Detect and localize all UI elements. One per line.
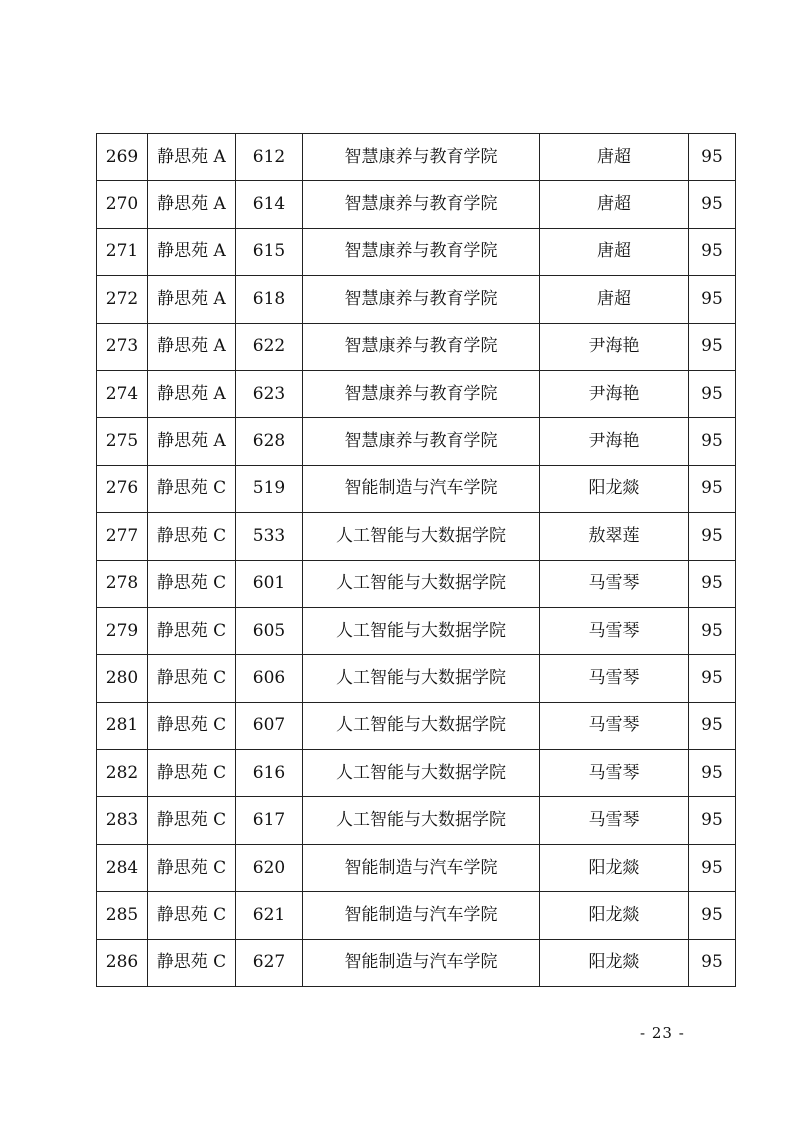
responsible-person-cell: 唐超 bbox=[540, 276, 689, 323]
college-cell: 智慧康养与教育学院 bbox=[303, 228, 540, 275]
building-cell: 静思苑 C bbox=[148, 797, 236, 844]
table-row bbox=[97, 607, 736, 654]
dormitory-score-table bbox=[96, 133, 736, 987]
room-number-cell: 605 bbox=[236, 607, 303, 654]
room-number-cell: 628 bbox=[236, 418, 303, 465]
room-number-cell: 607 bbox=[236, 702, 303, 749]
responsible-person-cell: 阳龙燚 bbox=[540, 892, 689, 939]
row-number-cell: 279 bbox=[97, 607, 148, 654]
room-number-cell: 617 bbox=[236, 797, 303, 844]
building-cell: 静思苑 C bbox=[148, 465, 236, 512]
responsible-person-cell: 马雪琴 bbox=[540, 702, 689, 749]
building-cell: 静思苑 C bbox=[148, 892, 236, 939]
score-cell: 95 bbox=[689, 134, 736, 181]
room-number-cell: 622 bbox=[236, 323, 303, 370]
responsible-person-cell: 阳龙燚 bbox=[540, 939, 689, 986]
building-cell: 静思苑 C bbox=[148, 939, 236, 986]
row-number-cell: 281 bbox=[97, 702, 148, 749]
college-cell: 智慧康养与教育学院 bbox=[303, 134, 540, 181]
row-number-cell: 272 bbox=[97, 276, 148, 323]
row-number-cell: 284 bbox=[97, 844, 148, 891]
table-row bbox=[97, 323, 736, 370]
table-row bbox=[97, 844, 736, 891]
row-number-cell: 283 bbox=[97, 797, 148, 844]
responsible-person-cell: 马雪琴 bbox=[540, 607, 689, 654]
table-row bbox=[97, 797, 736, 844]
room-number-cell: 618 bbox=[236, 276, 303, 323]
college-cell: 人工智能与大数据学院 bbox=[303, 702, 540, 749]
building-cell: 静思苑 A bbox=[148, 276, 236, 323]
college-cell: 智慧康养与教育学院 bbox=[303, 323, 540, 370]
responsible-person-cell: 敖翠莲 bbox=[540, 513, 689, 560]
responsible-person-cell: 阳龙燚 bbox=[540, 465, 689, 512]
table-row bbox=[97, 134, 736, 181]
building-cell: 静思苑 C bbox=[148, 655, 236, 702]
college-cell: 智慧康养与教育学院 bbox=[303, 418, 540, 465]
building-cell: 静思苑 C bbox=[148, 607, 236, 654]
college-cell: 人工智能与大数据学院 bbox=[303, 607, 540, 654]
row-number-cell: 274 bbox=[97, 370, 148, 417]
row-number-cell: 277 bbox=[97, 513, 148, 560]
score-cell: 95 bbox=[689, 607, 736, 654]
score-cell: 95 bbox=[689, 418, 736, 465]
responsible-person-cell: 唐超 bbox=[540, 181, 689, 228]
building-cell: 静思苑 C bbox=[148, 844, 236, 891]
score-cell: 95 bbox=[689, 228, 736, 275]
responsible-person-cell: 尹海艳 bbox=[540, 323, 689, 370]
room-number-cell: 616 bbox=[236, 750, 303, 797]
building-cell: 静思苑 A bbox=[148, 323, 236, 370]
building-cell: 静思苑 C bbox=[148, 702, 236, 749]
table-row bbox=[97, 276, 736, 323]
responsible-person-cell: 唐超 bbox=[540, 134, 689, 181]
college-cell: 智能制造与汽车学院 bbox=[303, 844, 540, 891]
college-cell: 智能制造与汽车学院 bbox=[303, 892, 540, 939]
score-cell: 95 bbox=[689, 750, 736, 797]
room-number-cell: 623 bbox=[236, 370, 303, 417]
table-row bbox=[97, 939, 736, 986]
building-cell: 静思苑 C bbox=[148, 560, 236, 607]
table-row bbox=[97, 892, 736, 939]
score-cell: 95 bbox=[689, 370, 736, 417]
table-row bbox=[97, 750, 736, 797]
room-number-cell: 621 bbox=[236, 892, 303, 939]
row-number-cell: 270 bbox=[97, 181, 148, 228]
score-cell: 95 bbox=[689, 276, 736, 323]
college-cell: 智慧康养与教育学院 bbox=[303, 276, 540, 323]
row-number-cell: 275 bbox=[97, 418, 148, 465]
room-number-cell: 620 bbox=[236, 844, 303, 891]
table-row bbox=[97, 702, 736, 749]
responsible-person-cell: 阳龙燚 bbox=[540, 844, 689, 891]
room-number-cell: 627 bbox=[236, 939, 303, 986]
score-cell: 95 bbox=[689, 939, 736, 986]
row-number-cell: 286 bbox=[97, 939, 148, 986]
table-row bbox=[97, 228, 736, 275]
score-cell: 95 bbox=[689, 465, 736, 512]
college-cell: 人工智能与大数据学院 bbox=[303, 513, 540, 560]
score-cell: 95 bbox=[689, 323, 736, 370]
responsible-person-cell: 唐超 bbox=[540, 228, 689, 275]
responsible-person-cell: 尹海艳 bbox=[540, 418, 689, 465]
score-cell: 95 bbox=[689, 655, 736, 702]
building-cell: 静思苑 A bbox=[148, 134, 236, 181]
college-cell: 智能制造与汽车学院 bbox=[303, 465, 540, 512]
room-number-cell: 533 bbox=[236, 513, 303, 560]
building-cell: 静思苑 A bbox=[148, 418, 236, 465]
score-cell: 95 bbox=[689, 797, 736, 844]
building-cell: 静思苑 C bbox=[148, 513, 236, 560]
room-number-cell: 614 bbox=[236, 181, 303, 228]
building-cell: 静思苑 A bbox=[148, 181, 236, 228]
responsible-person-cell: 尹海艳 bbox=[540, 370, 689, 417]
college-cell: 智慧康养与教育学院 bbox=[303, 370, 540, 417]
table-row bbox=[97, 560, 736, 607]
score-cell: 95 bbox=[689, 892, 736, 939]
room-number-cell: 519 bbox=[236, 465, 303, 512]
responsible-person-cell: 马雪琴 bbox=[540, 655, 689, 702]
building-cell: 静思苑 A bbox=[148, 228, 236, 275]
row-number-cell: 285 bbox=[97, 892, 148, 939]
building-cell: 静思苑 C bbox=[148, 750, 236, 797]
row-number-cell: 271 bbox=[97, 228, 148, 275]
college-cell: 智能制造与汽车学院 bbox=[303, 939, 540, 986]
table-row bbox=[97, 655, 736, 702]
college-cell: 智慧康养与教育学院 bbox=[303, 181, 540, 228]
responsible-person-cell: 马雪琴 bbox=[540, 750, 689, 797]
table-row bbox=[97, 370, 736, 417]
score-cell: 95 bbox=[689, 513, 736, 560]
table-body bbox=[97, 134, 736, 987]
page-number: - 23 - bbox=[640, 1024, 685, 1042]
responsible-person-cell: 马雪琴 bbox=[540, 797, 689, 844]
score-cell: 95 bbox=[689, 702, 736, 749]
college-cell: 人工智能与大数据学院 bbox=[303, 560, 540, 607]
row-number-cell: 273 bbox=[97, 323, 148, 370]
table-row bbox=[97, 418, 736, 465]
table-row bbox=[97, 181, 736, 228]
row-number-cell: 278 bbox=[97, 560, 148, 607]
table-row bbox=[97, 465, 736, 512]
room-number-cell: 612 bbox=[236, 134, 303, 181]
row-number-cell: 269 bbox=[97, 134, 148, 181]
row-number-cell: 282 bbox=[97, 750, 148, 797]
college-cell: 人工智能与大数据学院 bbox=[303, 655, 540, 702]
room-number-cell: 601 bbox=[236, 560, 303, 607]
building-cell: 静思苑 A bbox=[148, 370, 236, 417]
responsible-person-cell: 马雪琴 bbox=[540, 560, 689, 607]
score-cell: 95 bbox=[689, 844, 736, 891]
table-row bbox=[97, 513, 736, 560]
row-number-cell: 280 bbox=[97, 655, 148, 702]
college-cell: 人工智能与大数据学院 bbox=[303, 797, 540, 844]
room-number-cell: 615 bbox=[236, 228, 303, 275]
row-number-cell: 276 bbox=[97, 465, 148, 512]
score-cell: 95 bbox=[689, 560, 736, 607]
score-cell: 95 bbox=[689, 181, 736, 228]
college-cell: 人工智能与大数据学院 bbox=[303, 750, 540, 797]
room-number-cell: 606 bbox=[236, 655, 303, 702]
